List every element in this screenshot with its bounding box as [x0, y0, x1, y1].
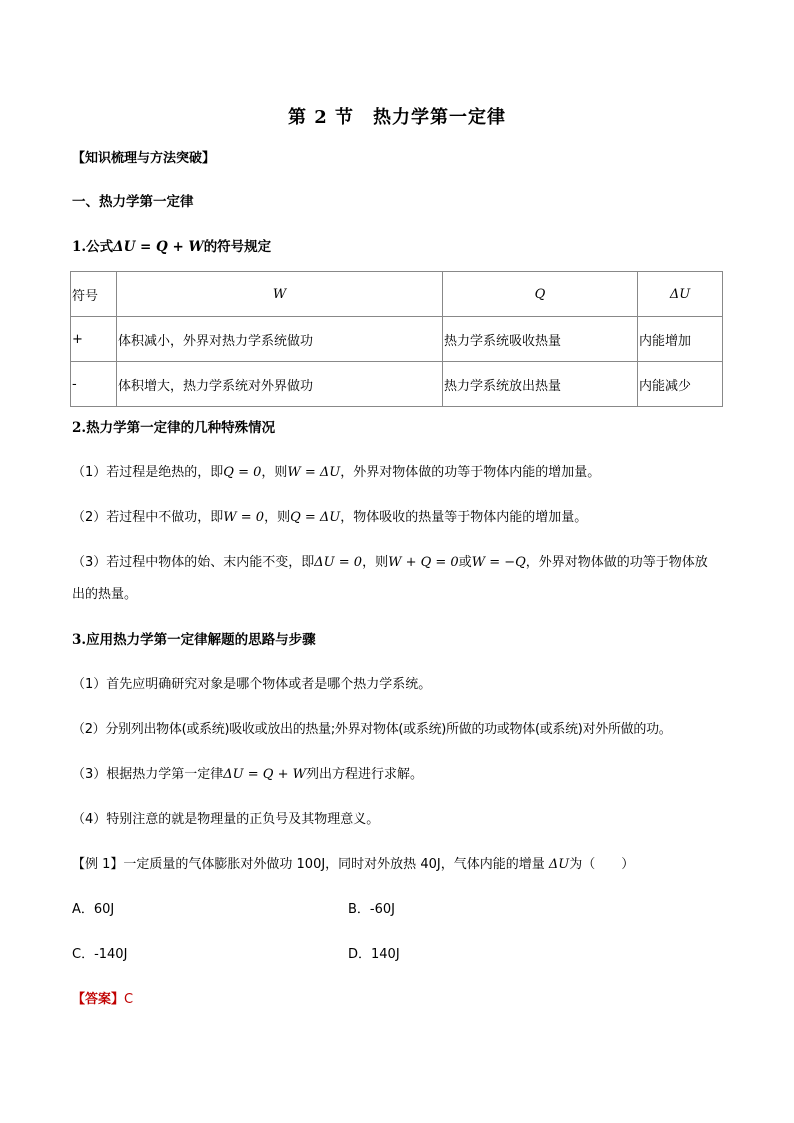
special-case-1	[72, 461, 600, 480]
section-header: 【知识梳理与方法突破】	[72, 151, 216, 166]
math-run: Q = ΔU	[290, 510, 341, 525]
table-cell: 内能减少	[638, 362, 723, 407]
special-case-3-cont: 出的热量。	[72, 587, 138, 602]
answer-label: 【答案】	[72, 992, 125, 1007]
step-3	[72, 763, 423, 782]
sign-convention-table	[70, 271, 723, 407]
option-c[interactable]: C．-140J	[72, 947, 128, 962]
special-case-2	[72, 506, 587, 525]
math-run: W = ΔU	[287, 465, 341, 480]
example-label: 【例 1】	[72, 857, 124, 872]
text-run: ，物体吸收的热量等于物体内能的增加量。	[340, 510, 588, 525]
math-run: ΔU = 0	[314, 555, 363, 570]
math-run: Q = 0	[223, 465, 262, 480]
table-header-cell: W	[117, 272, 443, 317]
table-row	[71, 317, 723, 362]
table-header-cell: ΔU	[638, 272, 723, 317]
option-b[interactable]: B．-60J	[348, 902, 395, 917]
table-header-cell: Q	[443, 272, 638, 317]
part1-heading: 一、热力学第一定律	[72, 194, 194, 210]
table-cell: 体积减小，外界对热力学系统做功	[117, 317, 443, 362]
text-run: （1）若过程是绝热的，即	[72, 465, 224, 480]
text-run: ，则	[362, 555, 389, 570]
special-case-3	[72, 551, 708, 570]
table-header-cell: 符号	[71, 272, 117, 317]
example-tail: 为（ ）	[569, 857, 635, 872]
sub1-formula: ΔU = Q + W	[113, 239, 204, 255]
step-1: （1）首先应明确研究对象是哪个物体或者是哪个热力学系统。	[72, 677, 432, 692]
table-cell: 热力学系统放出热量	[443, 362, 638, 407]
sub3-heading: 3.应用热力学第一定律解题的思路与步骤	[72, 632, 316, 648]
text-run: ，则	[264, 510, 291, 525]
text-run: （3）根据热力学第一定律	[72, 767, 224, 782]
page-title: 第 2 节 热力学第一定律	[287, 107, 507, 128]
step-2: （2）分别列出物体(或系统)吸收或放出的热量;外界对物体(或系统)所做的功或物体(或系统)对外所做的功。	[72, 722, 672, 737]
math-run: W + Q = 0	[388, 555, 459, 570]
example-math: ΔU	[548, 857, 570, 872]
option-a[interactable]: A．60J	[72, 902, 115, 917]
table-header-row	[71, 272, 723, 317]
sub2-heading: 2.热力学第一定律的几种特殊情况	[72, 420, 276, 436]
table-cell: -	[71, 362, 117, 407]
sub1-prefix: 1.公式	[72, 239, 114, 255]
table-cell: 热力学系统吸收热量	[443, 317, 638, 362]
step-4: （4）特别注意的就是物理量的正负号及其物理意义。	[72, 812, 380, 827]
math-run: W = −Q	[471, 555, 526, 570]
table-row	[71, 362, 723, 407]
example-text: 一定质量的气体膨胀对外做功 100J，同时对外放热 40J，气体内能的增量	[123, 857, 549, 872]
math-run: ΔU = Q + W	[223, 767, 306, 782]
sub1-heading	[72, 235, 271, 255]
text-run: 列出方程进行求解。	[305, 767, 423, 782]
table-cell: +	[71, 317, 117, 362]
sub1-suffix: 的符号规定	[203, 239, 272, 255]
math-run: W = 0	[223, 510, 265, 525]
answer-value: C	[124, 992, 134, 1007]
text-run: （3）若过程中物体的始、末内能不变，即	[72, 555, 315, 570]
text-run: 或	[458, 555, 472, 570]
text-run: ，外界对物体做的功等于物体放	[525, 555, 708, 570]
text-run: （2）若过程中不做功，即	[72, 510, 224, 525]
table-cell: 内能增加	[638, 317, 723, 362]
option-d[interactable]: D．140J	[348, 947, 400, 962]
example-question	[72, 853, 634, 872]
text-run: ，则	[261, 465, 288, 480]
text-run: ，外界对物体做的功等于物体内能的增加量。	[340, 465, 601, 480]
table-cell: 体积增大，热力学系统对外界做功	[117, 362, 443, 407]
answer	[72, 988, 133, 1007]
